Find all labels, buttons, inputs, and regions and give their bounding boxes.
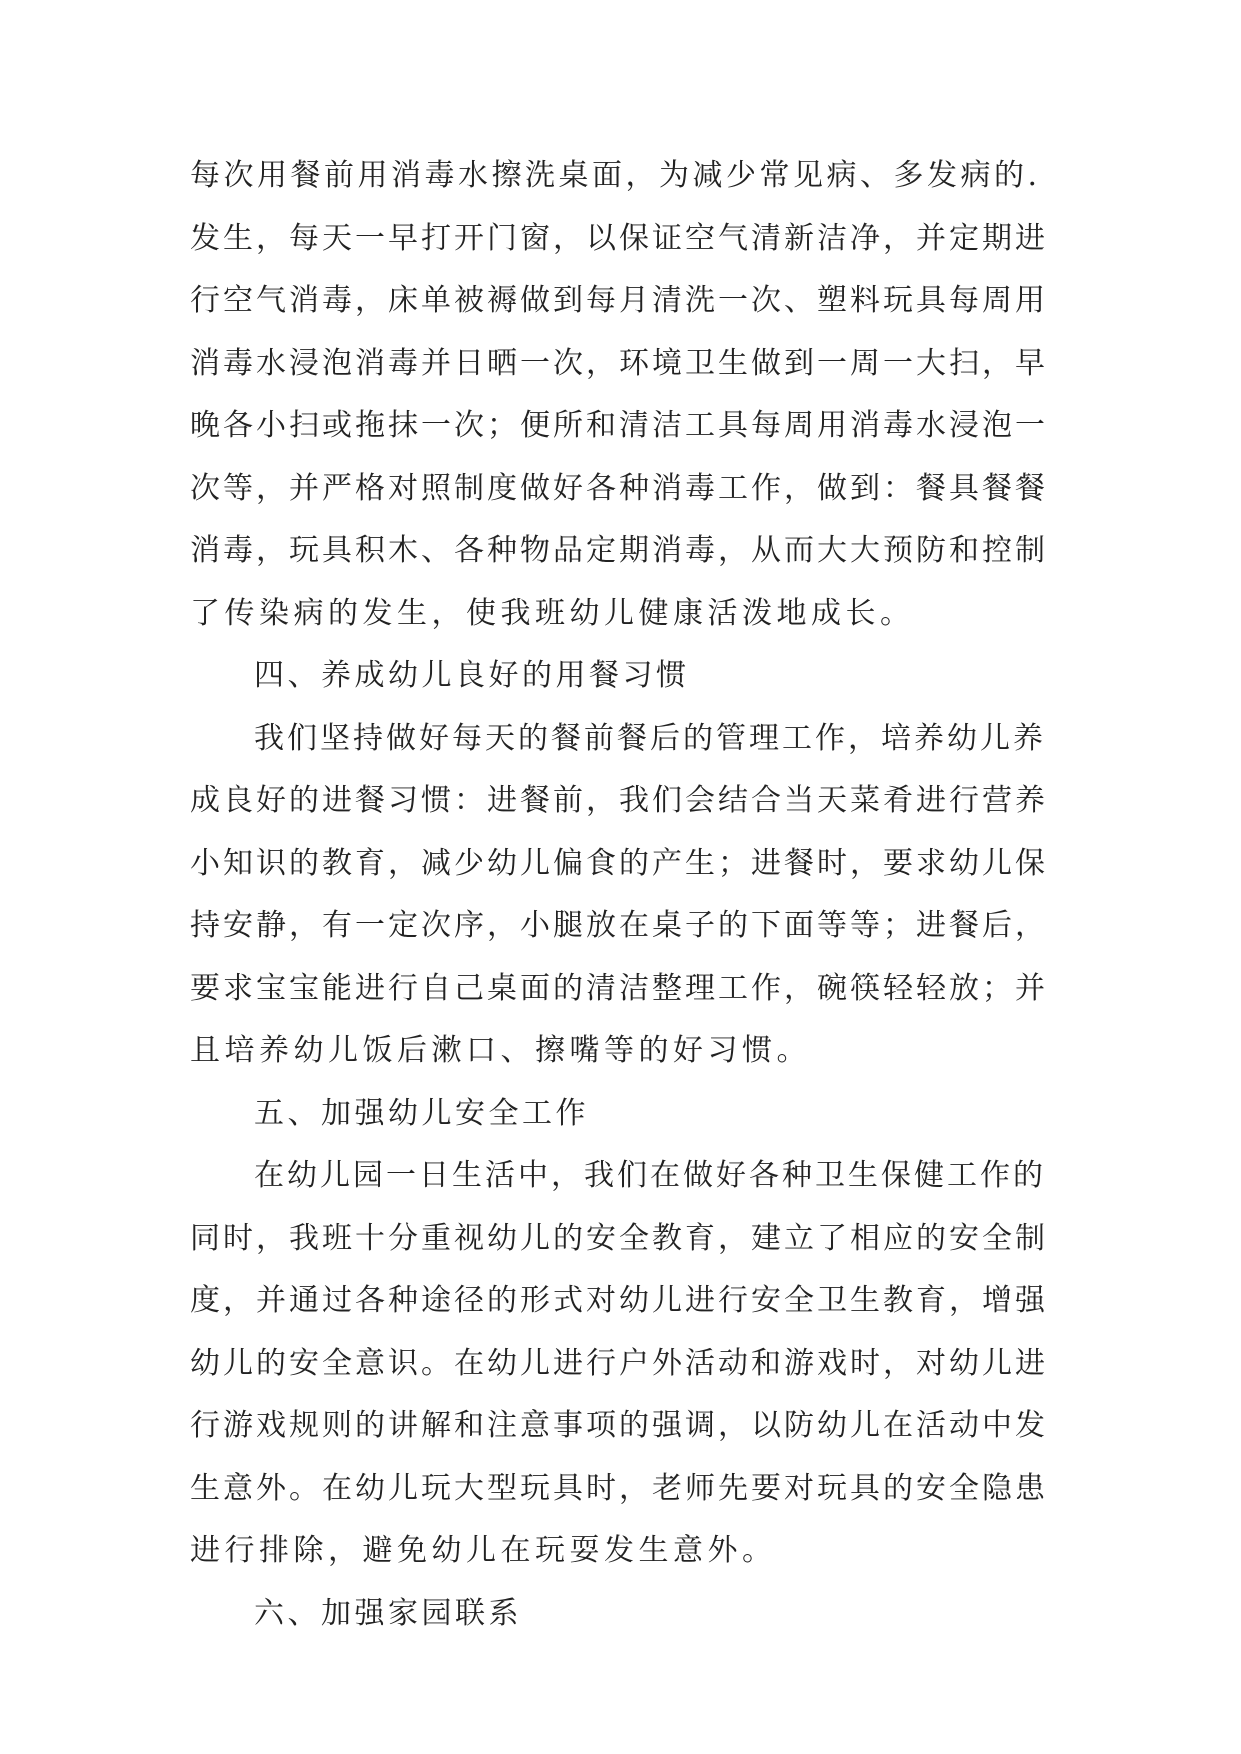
paragraph-line: 消毒，玩具积木、各种物品定期消毒，从而大大预防和控制 (190, 533, 1048, 568)
paragraph-line: 生意外。在幼儿玩大型玩具时，老师先要对玩具的安全隐患 (190, 1470, 1048, 1506)
document-body (190, 145, 1050, 1645)
section-heading: 五、加强幼儿安全工作 (254, 1095, 589, 1131)
paragraph-line: 消毒水浸泡消毒并日晒一次，环境卫生做到一周一大扫，早 (190, 345, 1048, 381)
paragraph-line: 每次用餐前用消毒水擦洗桌面，为减少常见病、多发病的. (190, 158, 1041, 193)
paragraph-line: 小知识的教育，减少幼儿偏食的产生；进餐时，要求幼儿保 (190, 845, 1048, 881)
paragraph-line: 度，并通过各种途径的形式对幼儿进行安全卫生教育，增强 (190, 1283, 1048, 1318)
paragraph-line: 持安静，有一定次序，小腿放在桌子的下面等等；进餐后， (190, 908, 1048, 943)
paragraph-line: 同时，我班十分重视幼儿的安全教育，建立了相应的安全制 (190, 1220, 1048, 1256)
section-heading: 六、加强家园联系 (254, 1595, 522, 1631)
paragraph-line: 发生，每天一早打开门窗，以保证空气清新洁净，并定期进 (190, 220, 1048, 256)
paragraph-line: 晚各小扫或拖抹一次；便所和清洁工具每周用消毒水浸泡一 (190, 408, 1048, 443)
paragraph-line: 次等，并严格对照制度做好各种消毒工作，做到：餐具餐餐 (190, 470, 1048, 506)
paragraph-line: 在幼儿园一日生活中，我们在做好各种卫生保健工作的 (254, 1158, 1046, 1193)
section-heading: 四、养成幼儿良好的用餐习惯 (254, 658, 690, 693)
paragraph-line: 成良好的进餐习惯：进餐前，我们会结合当天菜肴进行营养 (190, 783, 1048, 818)
paragraph-line: 且培养幼儿饭后漱口、擦嘴等的好习惯。 (190, 1033, 811, 1068)
paragraph-line: 了传染病的发生，使我班幼儿健康活泼地成长。 (190, 595, 915, 631)
paragraph-line: 进行排除，避免幼儿在玩耍发生意外。 (190, 1533, 777, 1568)
paragraph-line: 行空气消毒，床单被褥做到每月清洗一次、塑料玩具每周用 (190, 283, 1048, 318)
paragraph-line: 要求宝宝能进行自己桌面的清洁整理工作，碗筷轻轻放；并 (190, 970, 1048, 1006)
paragraph-line: 幼儿的安全意识。在幼儿进行户外活动和游戏时，对幼儿进 (190, 1345, 1048, 1381)
paragraph-line: 我们坚持做好每天的餐前餐后的管理工作，培养幼儿养 (254, 720, 1046, 756)
paragraph-line: 行游戏规则的讲解和注意事项的强调，以防幼儿在活动中发 (190, 1408, 1048, 1443)
